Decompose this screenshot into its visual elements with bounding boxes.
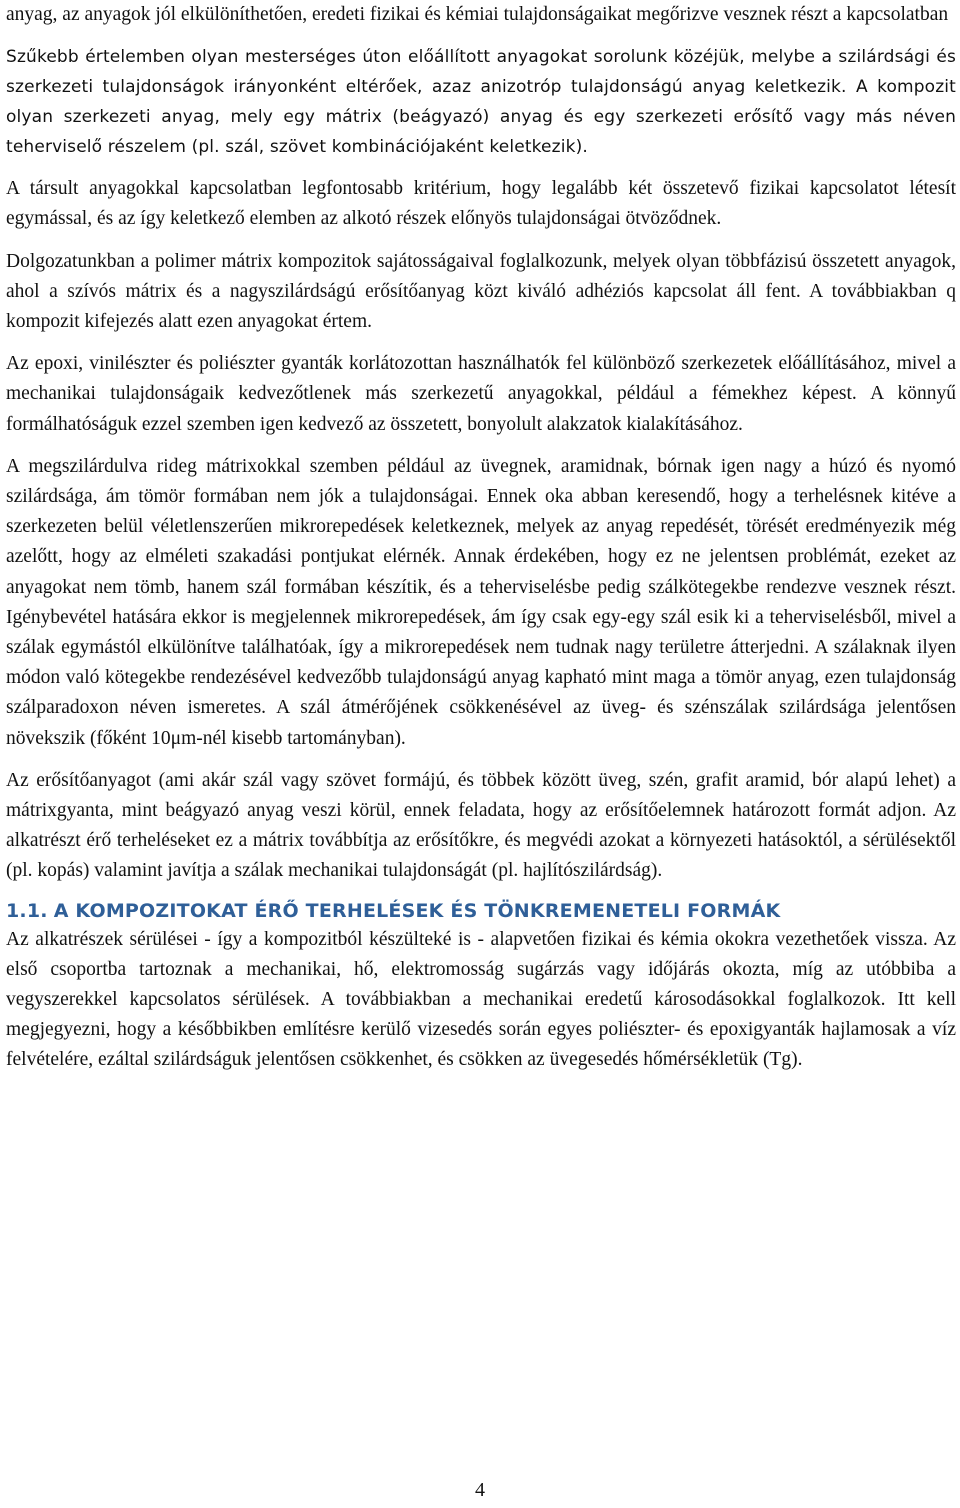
section-heading — [6, 897, 956, 925]
page-number: 4 — [475, 1479, 485, 1501]
section-number: 1.1. — [6, 899, 48, 922]
paragraph-resins: Az epoxi, vinilészter és poliészter gyanták korlátozottan használhatók fel különböző szerkezetek előállításához, mivel a mechanikai tulajdonságaik kedvezőtlenek más szerkezetű anyagokkal, például a fémekhez képest. A könnyű formálhatóságuk ezzel szemben igen kedvező az összetett, bonyolult alakzatok kialakításához. — [6, 353, 956, 435]
paragraph-polymer-matrix: Dolgozatunkban a polimer mátrix kompozitok sajátosságaival foglalkozunk, melyek olyan többfázisú összetett anyagok, ahol a szívós mátrix és a nagyszilárdságú erősítőanyag közt kiváló adhéziós kapcsolat áll fent. A továbbiakban q kompozit kifejezés alatt ezen anyagokat értem. — [6, 250, 956, 333]
paragraph-criteria: A társult anyagokkal kapcsolatban legfontosabb kritérium, hogy legalább két összetevő fizikai kapcsolatot létesít egymással, és az így keletkező elemben az alkotó részek előnyös tulajdonságai ötvöződnek. — [6, 178, 956, 230]
paragraph-reinforcement: Az erősítőanyagot (ami akár szál vagy szövet formájú, és többek között üveg, szén, grafit aramid, bór alapú lehet) a mátrixgyanta, mint beágyazó anyag veszi körül, ennek feladata, hogy az erősítőelemnek határozott formát adjon. Az alkatrészt érő terheléseket ez a mátrix továbbítja az erősítőkre, és megvédi azokat a környezeti hatásoktól, a sérülésektől (pl. kopás) valamint javítja a szálak mechanikai tulajdonságát (pl. hajlítószilárdság). — [6, 769, 956, 882]
section-title: A KOMPOZITOKAT ÉRŐ TERHELÉSEK ÉS TÖNKREMENETELI FORMÁK — [53, 899, 781, 922]
paragraph-intro-continuation: anyag, az anyagok jól elkülöníthetően, eredeti fizikai és kémiai tulajdonságaikat megőrizve vesznek részt a kapcsolatban — [6, 4, 949, 25]
document-page — [6, 0, 956, 1076]
paragraph-microcracks: A megszilárdulva rideg mátrixokkal szemben például az üvegnek, aramidnak, bórnak igen nagy a húzó és nyomó szilárdsága, ám tömör formában nem jók a tulajdonságai. Ennek oka abban keresendő, hogy a terhelésnek kitéve a szerkezeten belül véletlenszerűen mikrorepedések keletkeznek, melyek az anyag repedését, törését eredményezik még azelőtt, hogy az elméleti szakadási pontjukat elérnék. Annak érdekében, hogy ez ne jelentsen problémát, ezeket az anyagokat nem tömb, hanem szál formában készítik, és a teherviselésbe pedig szálkötegekbe rendezve vesznek részt. Igénybevétel hatására ekkor is megjelennek mikrorepedések, ám így csak egy-egy szál esik ki a teherviselésből, mivel a szálak egymástól elkülönítve találhatóak, így a mikrorepedések nem tudnak nagy területre átterjedni. A szálaknak ilyen módon való kötegekbe rendezésével kedvezőbb tulajdonságú anyag kapható mint maga a tömör anyag, ezen tulajdonság szálparadoxon néven ismeretes. A szál átmérőjének csökkenésével az üveg- és szénszálak szilárdsága jelentősen növekszik (főként 10μm-nél kisebb tartományban). — [6, 455, 956, 749]
paragraph-composite-definition: Szűkebb értelemben olyan mesterséges úton előállított anyagokat sorolunk közéjük, melybe a szilárdsági és szerkezeti tulajdonságok irányonként eltérőek, azaz anizotróp tulajdonságú anyag keletkezik. A kompozit olyan szerkezeti anyag, mely egy mátrix (beágyazó) anyag és egy szerkezeti erősítő vagy más néven teherviselő részelem (pl. szál, szövet kombinációjaként keletkezik). — [6, 47, 956, 158]
paragraph-damage-types: Az alkatrészek sérülései - így a kompozitból készülteké is - alapvetően fizikai és kémia okokra vezethetőek vissza. Az első csoportba tartoznak a mechanikai, hő, elektromosság sugárzás vagy időjárás okozta, míg az utóbbiba a vegyszerekkel kapcsolatos sérülések. A továbbiakban a mechanikai eredetű károsodásokkal foglalkozok. Itt kell megjegyezni, hogy a későbbikben említésre kerülő vizesedés során egyes poliészter- és epoxigyanták hajlamosak a víz felvételére, ezáltal szilárdságuk jelentősen csökkenhet, és csökken az üvegesedés hőmérsékletük (Tg). — [6, 928, 956, 1071]
